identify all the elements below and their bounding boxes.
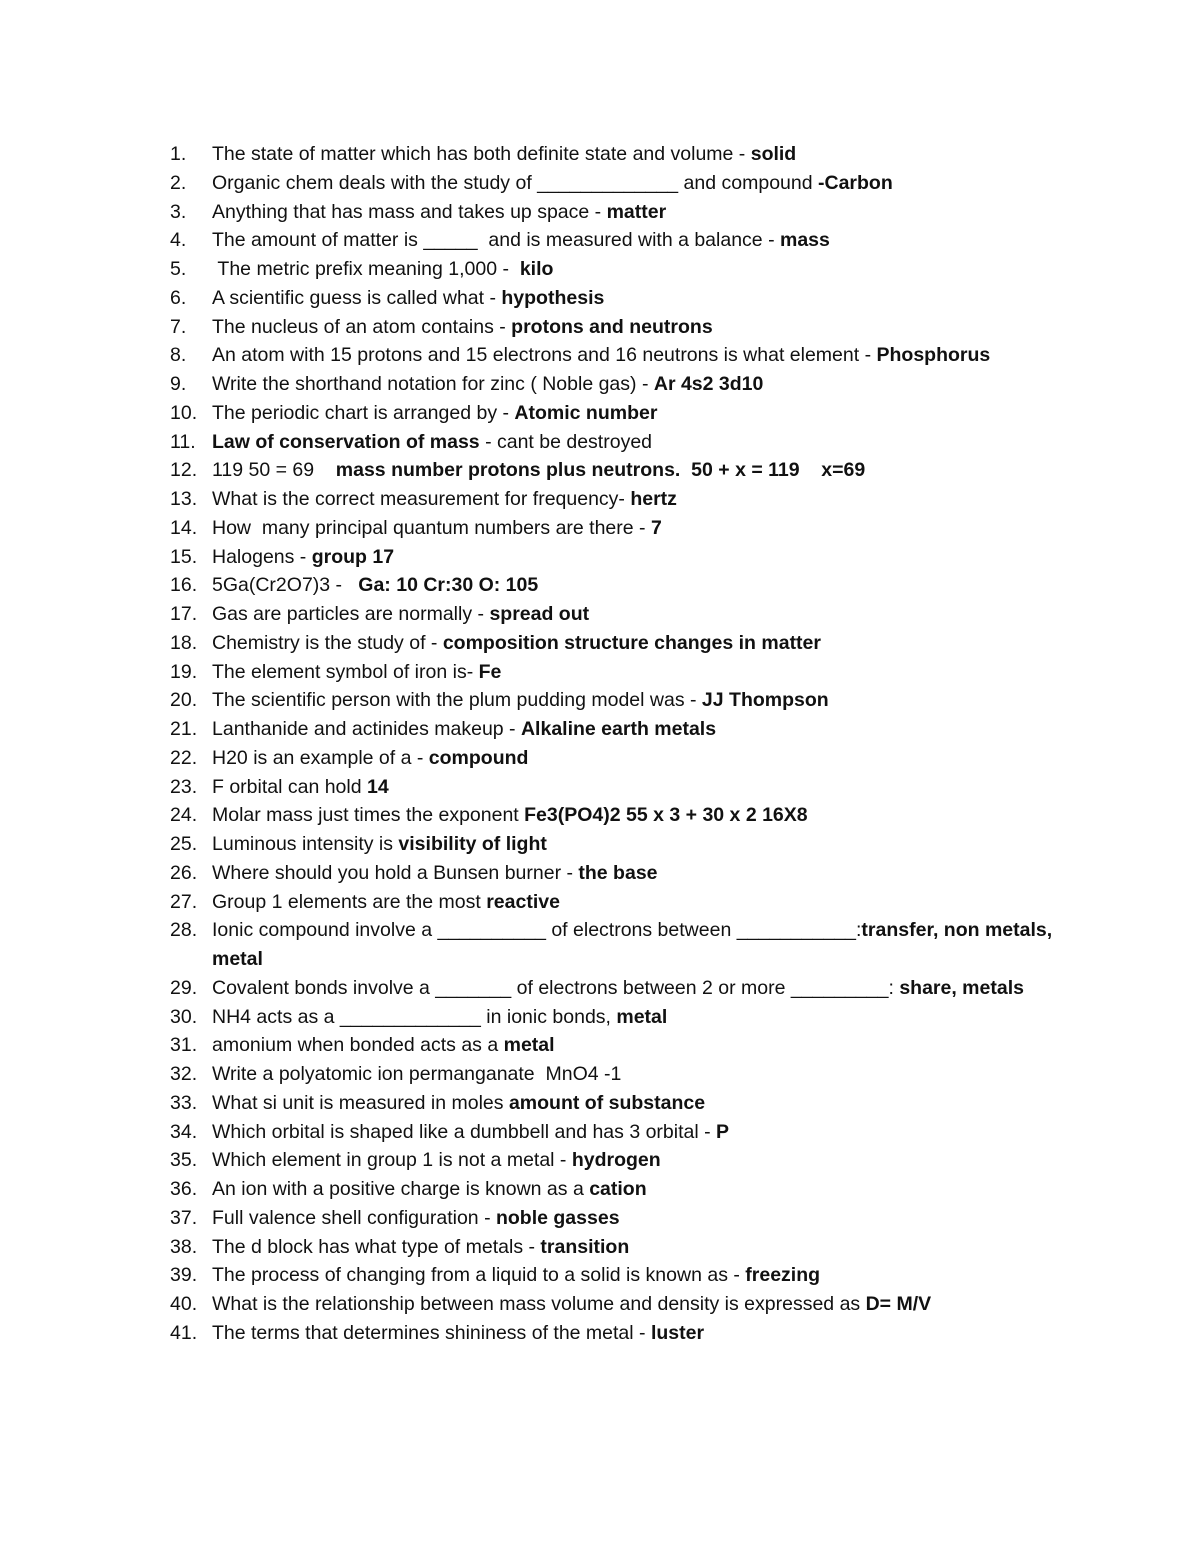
answer-text: luster bbox=[650, 1321, 705, 1344]
item-number: 17. bbox=[170, 603, 198, 625]
list-item bbox=[170, 916, 1070, 974]
answer-text: mass number protons plus neutrons. 50 + x = 119 x=69 bbox=[335, 459, 866, 482]
list-item bbox=[170, 1118, 1070, 1147]
list-item bbox=[170, 859, 1070, 888]
question-text: Luminous intensity is bbox=[212, 833, 399, 855]
answer-text: mass bbox=[779, 229, 830, 252]
item-number: 40. bbox=[170, 1293, 198, 1315]
list-item bbox=[170, 1204, 1070, 1233]
list-item bbox=[170, 1290, 1070, 1319]
list-item bbox=[170, 514, 1070, 543]
answer-text: Ar 4s2 3d10 bbox=[653, 373, 764, 395]
answer-text: hydrogen bbox=[571, 1149, 661, 1172]
item-number: 6. bbox=[170, 286, 187, 309]
item-number: 26. bbox=[170, 861, 198, 884]
list-item bbox=[170, 1146, 1070, 1175]
item-number: 31. bbox=[170, 1034, 198, 1057]
question-text: amonium when bonded acts as a bbox=[212, 1034, 504, 1057]
question-text: The nucleus of an atom contains - bbox=[212, 315, 512, 338]
item-number: 28. bbox=[170, 919, 198, 942]
answer-text: spread out bbox=[489, 603, 590, 625]
list-item bbox=[170, 370, 1070, 399]
question-text: The metric prefix meaning 1,000 - bbox=[212, 258, 520, 280]
question-text: What is the relationship between mass volume and density is expressed as bbox=[212, 1293, 866, 1315]
list-item bbox=[170, 140, 1070, 169]
item-number: 21. bbox=[170, 718, 198, 740]
item-number: 22. bbox=[170, 746, 198, 769]
list-item bbox=[170, 974, 1070, 1003]
answer-text: hypothesis bbox=[501, 286, 605, 309]
answer-text: group 17 bbox=[311, 545, 395, 568]
answer-text: 14 bbox=[367, 775, 389, 798]
list-item bbox=[170, 543, 1070, 572]
list-item bbox=[170, 773, 1070, 802]
answer-text: P bbox=[716, 1120, 730, 1143]
list-item bbox=[170, 1089, 1070, 1118]
question-text: Which orbital is shaped like a dumbbell and has 3 orbital - bbox=[212, 1120, 717, 1143]
item-number: 4. bbox=[170, 229, 187, 252]
answer-text: solid bbox=[750, 143, 797, 165]
list-item bbox=[170, 198, 1070, 227]
answer-text: metal bbox=[503, 1034, 555, 1057]
list-item bbox=[170, 456, 1070, 485]
question-text: The process of changing from a liquid to a solid is known as - bbox=[212, 1264, 746, 1287]
item-number: 41. bbox=[170, 1321, 198, 1344]
answer-text: freezing bbox=[745, 1264, 821, 1287]
answer-text: amount of substance bbox=[508, 1091, 706, 1114]
list-item bbox=[170, 830, 1070, 859]
item-number: 2. bbox=[170, 171, 187, 194]
answer-text: transition bbox=[540, 1235, 630, 1258]
question-text: Ionic compound involve a __________ of electrons between ___________: bbox=[212, 919, 862, 942]
question-text: H20 is an example of a - bbox=[212, 746, 429, 769]
question-text: Write a polyatomic ion permanganate MnO4 -1 bbox=[212, 1063, 622, 1085]
answer-text: Atomic number bbox=[514, 401, 658, 424]
item-number: 16. bbox=[170, 574, 198, 597]
answer-text: reactive bbox=[486, 890, 560, 913]
question-text: 5Ga(Cr2O7)3 - bbox=[212, 574, 359, 597]
item-number: 35. bbox=[170, 1149, 198, 1172]
list-item bbox=[170, 801, 1070, 830]
question-text: Halogens - bbox=[212, 545, 312, 568]
list-item bbox=[170, 341, 1070, 370]
question-text: The state of matter which has both definite state and volume - bbox=[212, 143, 751, 165]
question-text: Chemistry is the study of - bbox=[212, 631, 443, 654]
question-text: - cant be destroyed bbox=[479, 430, 653, 453]
list-item bbox=[170, 1261, 1070, 1290]
item-number: 15. bbox=[170, 545, 198, 568]
question-text: Gas are particles are normally - bbox=[212, 603, 490, 625]
list-item bbox=[170, 888, 1070, 917]
answer-text: -Carbon bbox=[818, 171, 893, 194]
question-list bbox=[170, 140, 1070, 1348]
question-text: A scientific guess is called what - bbox=[212, 286, 502, 309]
question-text: Organic chem deals with the study of _____________ and compound bbox=[212, 171, 818, 194]
item-number: 10. bbox=[170, 401, 198, 424]
list-item bbox=[170, 1233, 1070, 1262]
question-text: What si unit is measured in moles bbox=[212, 1091, 509, 1114]
item-number: 39. bbox=[170, 1264, 198, 1287]
answer-text: D= M/V bbox=[865, 1293, 932, 1315]
answer-text: Fe bbox=[478, 660, 502, 683]
question-text: How many principal quantum numbers are there - bbox=[212, 516, 651, 539]
item-number: 11. bbox=[170, 430, 196, 453]
item-number: 13. bbox=[170, 488, 198, 510]
question-text: Where should you hold a Bunsen burner - bbox=[212, 861, 579, 884]
answer-text: visibility of light bbox=[398, 833, 547, 855]
item-number: 36. bbox=[170, 1178, 198, 1200]
answer-text: JJ Thompson bbox=[701, 689, 829, 712]
list-item bbox=[170, 1031, 1070, 1060]
list-item bbox=[170, 1175, 1070, 1204]
question-text: The amount of matter is _____ and is measured with a balance - bbox=[212, 229, 780, 252]
question-text: Lanthanide and actinides makeup - bbox=[212, 718, 521, 740]
item-number: 34. bbox=[170, 1120, 198, 1143]
answer-text: Phosphorus bbox=[876, 344, 991, 367]
question-text: F orbital can hold bbox=[212, 775, 368, 798]
list-item bbox=[170, 485, 1070, 514]
list-item bbox=[170, 428, 1070, 457]
item-number: 24. bbox=[170, 804, 198, 827]
list-item bbox=[170, 686, 1070, 715]
item-number: 3. bbox=[170, 200, 187, 223]
answer-text: kilo bbox=[519, 258, 554, 280]
question-text: What is the correct measurement for frequency- bbox=[212, 488, 631, 510]
item-number: 19. bbox=[170, 660, 198, 683]
question-text: 119 50 = 69 bbox=[212, 459, 336, 482]
item-number: 8. bbox=[170, 344, 187, 367]
question-text: The scientific person with the plum pudding model was - bbox=[212, 689, 702, 712]
answer-text: Fe3(PO4)2 55 x 3 + 30 x 2 16X8 bbox=[524, 804, 808, 827]
question-text: The element symbol of iron is- bbox=[212, 660, 479, 683]
answer-text: the base bbox=[578, 861, 658, 884]
item-number: 20. bbox=[170, 689, 198, 712]
question-text: Covalent bonds involve a _______ of electrons between 2 or more _________: bbox=[212, 976, 900, 999]
list-item bbox=[170, 1319, 1070, 1348]
item-number: 9. bbox=[170, 373, 187, 395]
list-item bbox=[170, 226, 1070, 255]
answer-text: noble gasses bbox=[495, 1206, 620, 1229]
item-number: 32. bbox=[170, 1063, 198, 1085]
question-text: Anything that has mass and takes up space - bbox=[212, 200, 607, 223]
question-text: An ion with a positive charge is known as a bbox=[212, 1178, 590, 1200]
item-number: 37. bbox=[170, 1206, 198, 1229]
answer-text: Law of conservation of mass bbox=[212, 430, 480, 453]
answer-text: composition structure changes in matter bbox=[442, 631, 821, 654]
question-text: The d block has what type of metals - bbox=[212, 1235, 541, 1258]
list-item bbox=[170, 715, 1070, 744]
item-number: 14. bbox=[170, 516, 198, 539]
item-number: 23. bbox=[170, 775, 198, 798]
item-number: 7. bbox=[170, 315, 187, 338]
answer-text: 7 bbox=[650, 516, 662, 539]
question-text: An atom with 15 protons and 15 electrons and 16 neutrons is what element - bbox=[212, 344, 877, 367]
question-text: Molar mass just times the exponent bbox=[212, 804, 525, 827]
list-item bbox=[170, 658, 1070, 687]
list-item bbox=[170, 744, 1070, 773]
item-number: 12. bbox=[170, 459, 198, 482]
list-item bbox=[170, 313, 1070, 342]
answer-text: protons and neutrons bbox=[511, 315, 713, 338]
answer-text: matter bbox=[606, 200, 667, 223]
question-text: NH4 acts as a _____________ in ionic bonds, bbox=[212, 1005, 617, 1028]
item-number: 18. bbox=[170, 631, 198, 654]
question-text: Which element in group 1 is not a metal - bbox=[212, 1149, 572, 1172]
question-text: The periodic chart is arranged by - bbox=[212, 401, 515, 424]
question-text: Full valence shell configuration - bbox=[212, 1206, 496, 1229]
list-item bbox=[170, 399, 1070, 428]
answer-text: Ga: 10 Cr:30 O: 105 bbox=[358, 574, 539, 597]
item-number: 25. bbox=[170, 833, 198, 855]
answer-text: Alkaline earth metals bbox=[520, 718, 717, 740]
question-text: Write the shorthand notation for zinc ( Noble gas) - bbox=[212, 373, 654, 395]
list-item bbox=[170, 1060, 1070, 1089]
list-item bbox=[170, 169, 1070, 198]
item-number: 27. bbox=[170, 890, 198, 913]
list-item bbox=[170, 1003, 1070, 1032]
list-item bbox=[170, 571, 1070, 600]
answer-text: cation bbox=[589, 1178, 647, 1200]
answer-text: transfer, non metals, metal bbox=[212, 919, 1058, 970]
item-number: 1. bbox=[170, 143, 187, 165]
item-number: 5. bbox=[170, 258, 187, 280]
list-item bbox=[170, 255, 1070, 284]
item-number: 29. bbox=[170, 976, 198, 999]
item-number: 38. bbox=[170, 1235, 198, 1258]
list-item bbox=[170, 629, 1070, 658]
item-number: 33. bbox=[170, 1091, 198, 1114]
question-text: The terms that determines shininess of the metal - bbox=[212, 1321, 651, 1344]
question-text: Group 1 elements are the most bbox=[212, 890, 487, 913]
answer-text: hertz bbox=[630, 488, 677, 510]
list-item bbox=[170, 600, 1070, 629]
answer-text: share, metals bbox=[899, 976, 1024, 999]
answer-text: compound bbox=[428, 746, 529, 769]
list-item bbox=[170, 284, 1070, 313]
answer-text: metal bbox=[616, 1005, 668, 1028]
item-number: 30. bbox=[170, 1005, 198, 1028]
